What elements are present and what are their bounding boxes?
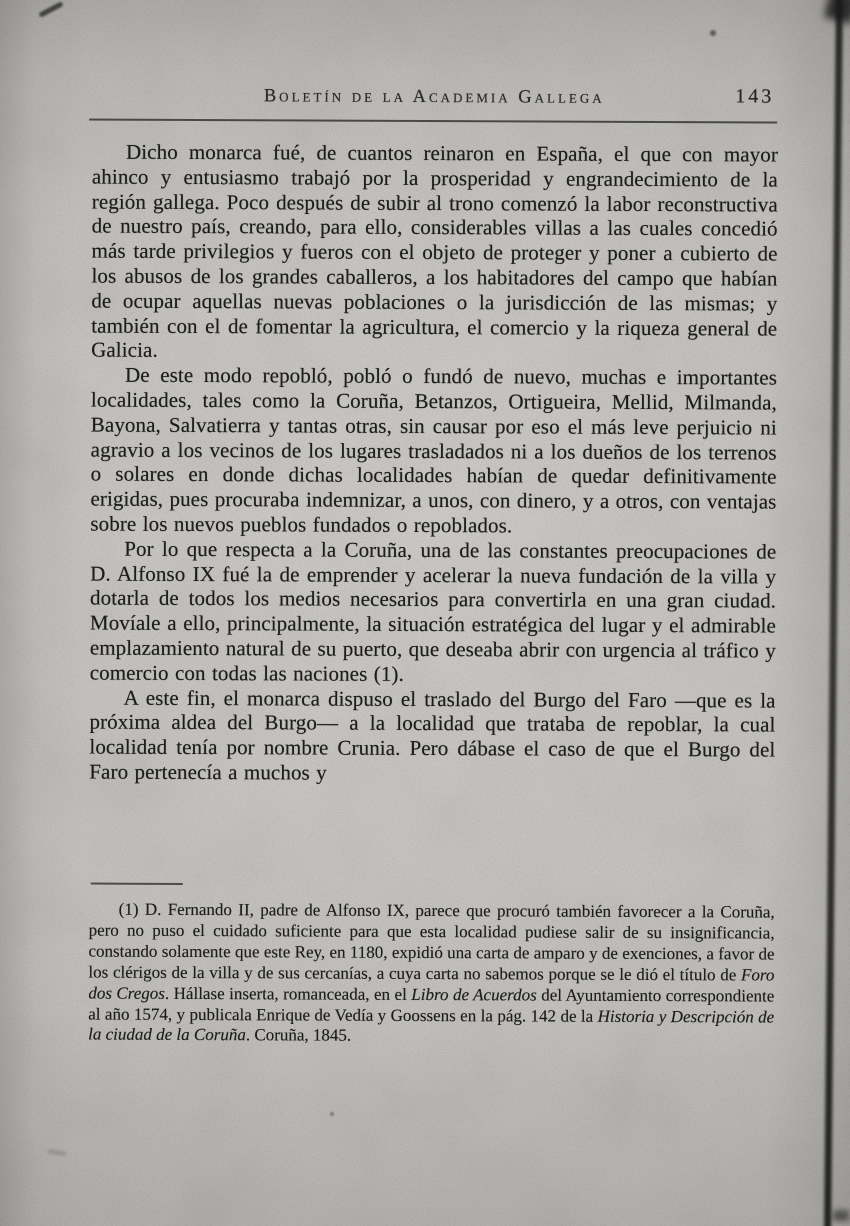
- paragraph-1: Dicho monarca fué, de cuantos reinaron en España, el que con mayor ahinco y entusiasmo trabajó por la prosperidad y engrandecimiento de la región gallega. Poco después de subir al trono comenzó la labor reconstructiva de nuestro país, creando, para ello, considerables villas a las cuales concedió más tarde privilegios y fueros con el objeto de proteger y poner a cubierto de los abusos de los grandes caballeros, a los habitadores del campo que habían de ocupar aquellas nuevas poblaciones o la jurisdicción de las mismas; y también con el de fomentar la agricultura, el comercio y la riqueza general de Galicia.: [91, 139, 779, 363]
- footnote-segment: . Hállase inserta, romanceada, en el: [164, 983, 412, 1004]
- paragraph-3: Por lo que respecta a la Coruña, una de las constantes preocupaciones de D. Alfonso IX fué la de emprender y acelerar la nueva fundación de la villa y dotarla de todos los medios necesarios para convertirla en una gran ciudad. Movíale a ello, principalmente, la situación estratégica del lugar y el admirable emplazamiento natural de su puerto, que deseaba abrir con urgencia al tráfico y comercio con todas las naciones (1).: [89, 536, 777, 686]
- footnote-rule: [91, 883, 183, 885]
- footnote-work-title: Historia y Descripción de la ciudad de la Coruña: [88, 1006, 775, 1045]
- footnote-work-title: Libro de Acuerdos: [411, 984, 537, 1005]
- footnote: [88, 900, 775, 1049]
- footnote-segment: . Coruña, 1845.: [245, 1025, 352, 1046]
- footnote-segment: del Ayuntamiento correspondiente al año 1574, y publicala Enrique de Vedía y Goossens en la pág. 142 de la: [88, 985, 775, 1026]
- header-rule: [89, 119, 777, 124]
- page-header: [92, 86, 776, 119]
- body-text: [89, 140, 778, 788]
- journal-title: Boletín de la Academia Gallega: [263, 86, 605, 108]
- page-number: 143: [735, 85, 775, 108]
- footnote-work-title: Foro dos Cregos: [88, 965, 775, 1003]
- paragraph-2: De este modo repobló, pobló o fundó de nuevo, muchas e importantes localidades, tales como la Coruña, Betanzos, Ortigueira, Mellid, Milmanda, Bayona, Salvatierra y tantas otras, sin causar por eso el más leve perjuicio ni agravio a los vecinos de los lugares trasladados ni a los dueños de los terrenos o solares en donde dichas localidades habían de quedar definitivamente erigidas, pues procuraba indemnizar, a unos, con dinero, y a otros, con ventajas sobre los nuevos pueblos fundados o repoblados.: [90, 362, 778, 538]
- footnote-segment: (1) D. Fernando II, padre de Alfonso IX, parece que procuró también favorecer a la Coruña, pero no puso el cuidado suficiente para que esta localidad pudiese salir de su insignificancia, constando solamente que este Rey, en 1180, expidió una carta de amparo y de exenciones, a favor de los clérigos de la villa y de sus cercanías, a cuya carta no sabemos porque se le dió el título de: [88, 899, 775, 985]
- footnote-text: [88, 900, 775, 1049]
- paragraph-4: A este fin, el monarca dispuso el traslado del Burgo del Faro —que es la próxima aldea del Burgo— a la localidad que trataba de repoblar, la cual localidad tenía por nombre Crunia. Pero dábase el caso de que el Burgo del Faro pertenecía a muchos y: [89, 685, 776, 785]
